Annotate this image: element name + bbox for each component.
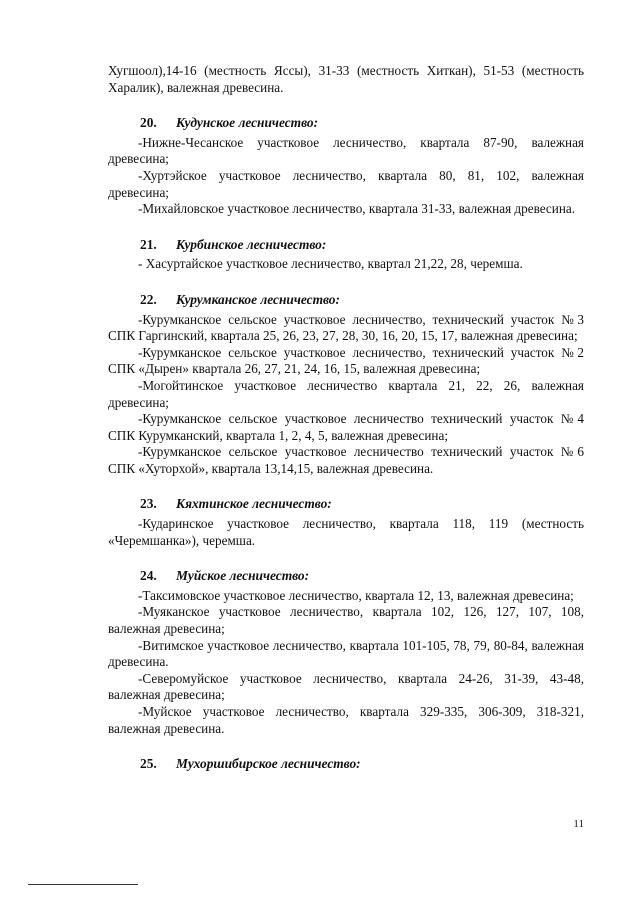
- section-title: Кудунское лесничество:: [176, 115, 319, 131]
- section-heading: [108, 568, 584, 585]
- section-heading: [108, 292, 584, 309]
- section-22: [108, 292, 584, 478]
- document-body: [108, 63, 584, 776]
- list-item: -Могойтинское участковое лесничество квартала 21, 22, 26, валежная древесина;: [108, 377, 584, 410]
- section-21: [108, 237, 584, 273]
- footer-divider: [28, 884, 138, 885]
- section-title: Кяхтинское лесничество:: [176, 496, 332, 512]
- section-heading: [108, 756, 584, 773]
- section-23: [108, 496, 584, 549]
- list-item: -Курумканское сельское участковое лесничество технический участок №4 СПК Курумканский, квартала 1, 2, 4, 5, валежная древесина;: [108, 411, 584, 443]
- section-number: 20.: [140, 115, 157, 131]
- list-item: -Муйское участковое лесничество, квартала 329-335, 306-309, 318-321, валежная древесина.: [108, 704, 584, 736]
- section-heading: [108, 237, 584, 254]
- list-item: -Курумканское сельское участковое лесничество, технический участок №3 СПК Гаргинский, квартала 25, 26, 23, 27, 28, 30, 16, 20, 15, 17, валежная древесина;: [108, 311, 584, 344]
- section-heading: [108, 115, 584, 132]
- list-item: -Витимское участковое лесничество, квартала 101-105, 78, 79, 80-84, валежная древесина.: [108, 637, 584, 670]
- list-item: -Курумканское сельское участковое лесничество технический участок №6 СПК «Хуторхой», квартала 13,14,15, валежная древесина.: [108, 444, 584, 476]
- section-24: [108, 568, 584, 737]
- section-20: [108, 115, 584, 218]
- section-25: [108, 756, 584, 773]
- section-number: 24.: [140, 568, 157, 584]
- list-item: -Муяканское участковое лесничество, квартала 102, 126, 127, 107, 108, валежная древесина;: [108, 604, 584, 637]
- list-item: -Северомуйское участковое лесничество, квартала 24-26, 31-39, 43-48, валежная древесина;: [108, 670, 584, 703]
- section-number: 22.: [140, 291, 157, 307]
- section-number: 23.: [140, 496, 157, 512]
- section-title: Муйское лесничество:: [176, 568, 310, 584]
- section-heading: [108, 496, 584, 513]
- list-item: -Таксимовское участковое лесничество, квартала 12, 13, валежная древесина;: [138, 587, 574, 603]
- list-item: -Нижне-Чесанское участковое лесничество, квартала 87-90, валежная древесина;: [108, 134, 584, 167]
- list-item: -Кударинское участковое лесничество, квартала 118, 119 (местность «Черемшанка»), черемша.: [108, 516, 584, 548]
- section-title: Курбинское лесничество:: [176, 236, 327, 252]
- section-title: Мухоршибирское лесничество:: [176, 756, 361, 772]
- page-number: 11: [573, 818, 584, 830]
- list-item: -Хуртэйское участковое лесничество, квартала 80, 81, 102, валежная древесина;: [108, 167, 584, 200]
- list-item: - Хасуртайское участковое лесничество, квартал 21,22, 28, черемша.: [138, 256, 523, 272]
- section-number: 25.: [140, 756, 157, 772]
- section-title: Курумканское лесничество:: [176, 291, 340, 307]
- section-number: 21.: [140, 236, 157, 252]
- intro-paragraph: Хугшоол),14-16 (местность Яссы), 31-33 (местность Хиткан), 51-53 (местность Харалик), валежная древесина.: [108, 63, 584, 95]
- list-item: -Михайловское участковое лесничество, квартала 31-33, валежная древесина.: [138, 201, 576, 217]
- list-item: -Курумканское сельское участковое лесничество, технический участок №2 СПК «Дырен» квартала 26, 27, 21, 24, 16, 15, валежная древесина;: [108, 344, 584, 377]
